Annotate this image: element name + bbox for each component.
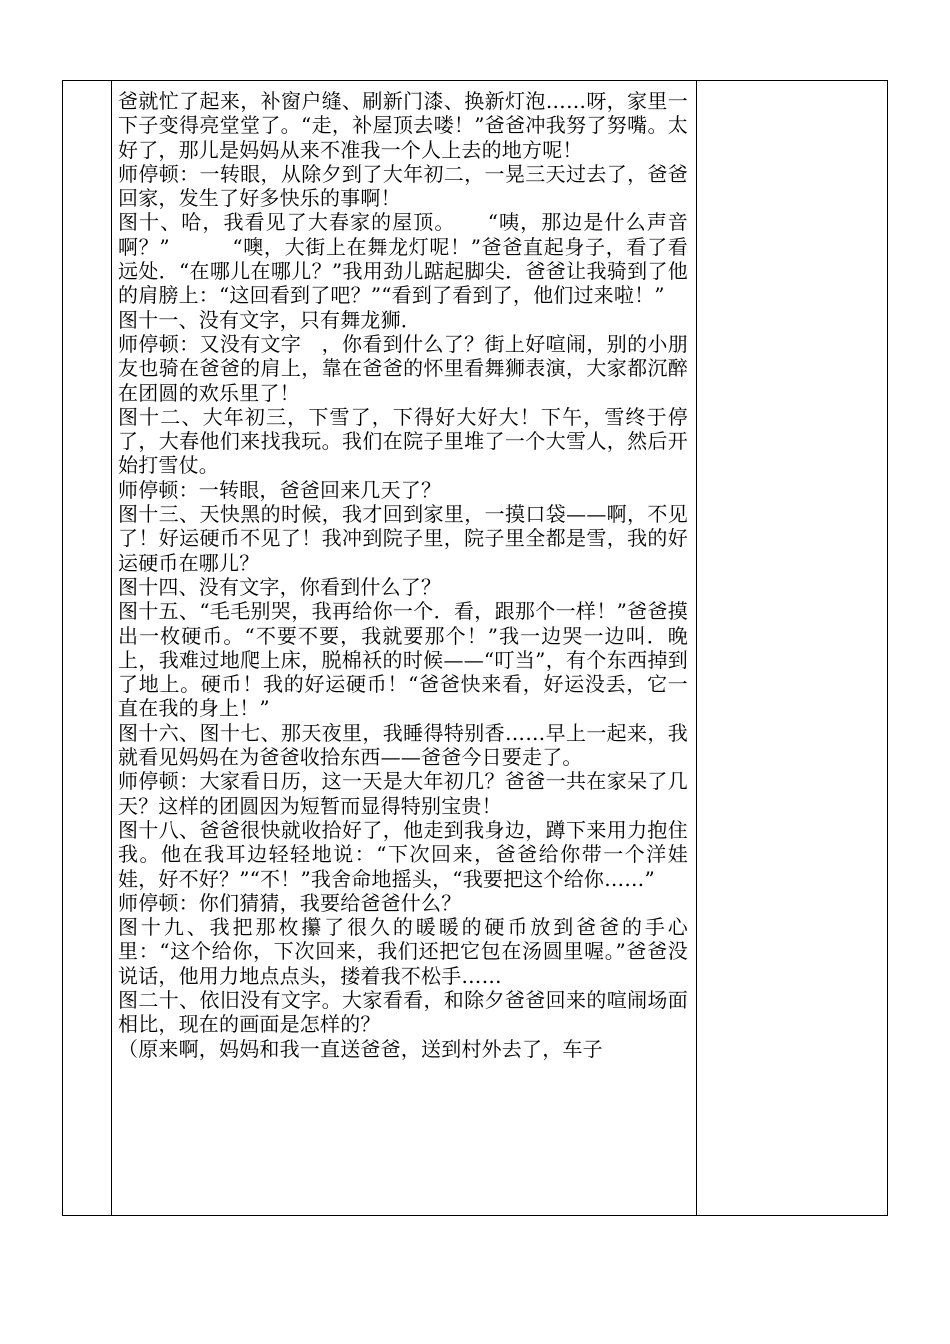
- paragraph: （原来啊，妈妈和我一直送爸爸，送到村外去了，车子: [118, 1036, 603, 1061]
- paragraph: 图十二、大年初三，下雪了，下得好大好大！下午，雪终于停了，大春他们来找我玩。我们在院子里堆了一个大雪人，然后开始打雪仗。: [118, 404, 688, 478]
- paragraph: 图二十、依旧没有文字。大家看看，和除夕爸爸回来的喧闹场面相比，现在的画面是怎样的？: [118, 987, 688, 1037]
- paragraph: 图十八、爸爸很快就收拾好了，他走到我身边，蹲下来用力抱住我。他在我耳边轻轻地说：“下次回来，爸爸给你带一个洋娃娃，好不好？”“不！”我舍命地摇头，“我要把这个给你……”: [118, 817, 688, 891]
- paragraph: 师停顿：你们猜猜，我要给爸爸什么？: [118, 890, 462, 915]
- paragraph: 图十四、没有文字，你看到什么了？: [118, 574, 442, 599]
- paragraph: 爸就忙了起来，补窗户缝、刷新门漆、换新灯泡……呀，家里一下子变得亮堂堂了。“走，补屋顶去喽！”爸爸冲我努了努嘴。太好了，那儿是妈妈从来不准我一个人上去的地方呢！: [118, 89, 688, 162]
- paragraph: 图十三、天快黑的时候，我才回到家里，一摸口袋——啊，不见了！好运硬币不见了！我冲到院子里，院子里全都是雪，我的好运硬币在哪儿？: [118, 502, 688, 575]
- paragraph: 师停顿：又没有文字 ，你看到什么了？街上好喧闹，别的小朋友也骑在爸爸的肩上，靠在爸爸的怀里看舞狮表演，大家都沉醉在团圆的欢乐里了！: [118, 331, 688, 405]
- column-divider-left: [111, 81, 112, 1215]
- paragraph: 图十九、我把那枚攥了很久的暖暖的硬币放到爸爸的手心里：“这个给你，下次回来，我们还把它包在汤圆里喔。”爸爸没说话，他用力地点点头，搂着我不松手……: [118, 915, 688, 988]
- paragraph: 师停顿：大家看日历，这一天是大年初几？爸爸一共在家呆了几天？这样的团圆因为短暂而显得特别宝贵！: [118, 769, 688, 818]
- lesson-table: [62, 80, 888, 1216]
- paragraph: 图十六、图十七、那天夜里，我睡得特别香……早上一起来，我就看见妈妈在为爸爸收拾东西——爸爸今日要走了。: [118, 720, 688, 770]
- paragraph: 图十五、“毛毛别哭，我再给你一个．看，跟那个一样！”爸爸摸出一枚硬币。“不要不要，我就要那个！”我一边哭一边叫．晚上，我难过地爬上床，脱棉袄的时候——“叮当”，有个东西掉到了地上。硬币！我的好运硬币！“爸爸快来看，好运没丢，它一直在我的身上！”: [118, 599, 688, 721]
- paragraph: 图十一、没有文字，只有舞龙狮．: [118, 307, 421, 332]
- lesson-text-cell: [118, 89, 688, 1061]
- paragraph: 师停顿：一转眼，从除夕到了大年初二，一晃三天过去了，爸爸回家，发生了好多快乐的事啊！: [118, 161, 688, 211]
- paragraph: 图十、哈，我看见了大春家的屋顶。 “咦，那边是什么声音啊？” “噢，大街上在舞龙灯呢！”爸爸直起身子，看了看远处．“在哪儿在哪儿？”我用劲儿踮起脚尖．爸爸让我骑到了他的肩膀上：“这回看到了吧？”“看到了看到了，他们过来啦！”: [118, 210, 688, 308]
- column-divider-right: [696, 81, 697, 1215]
- paragraph: 师停顿：一转眼，爸爸回来几天了？: [118, 477, 442, 502]
